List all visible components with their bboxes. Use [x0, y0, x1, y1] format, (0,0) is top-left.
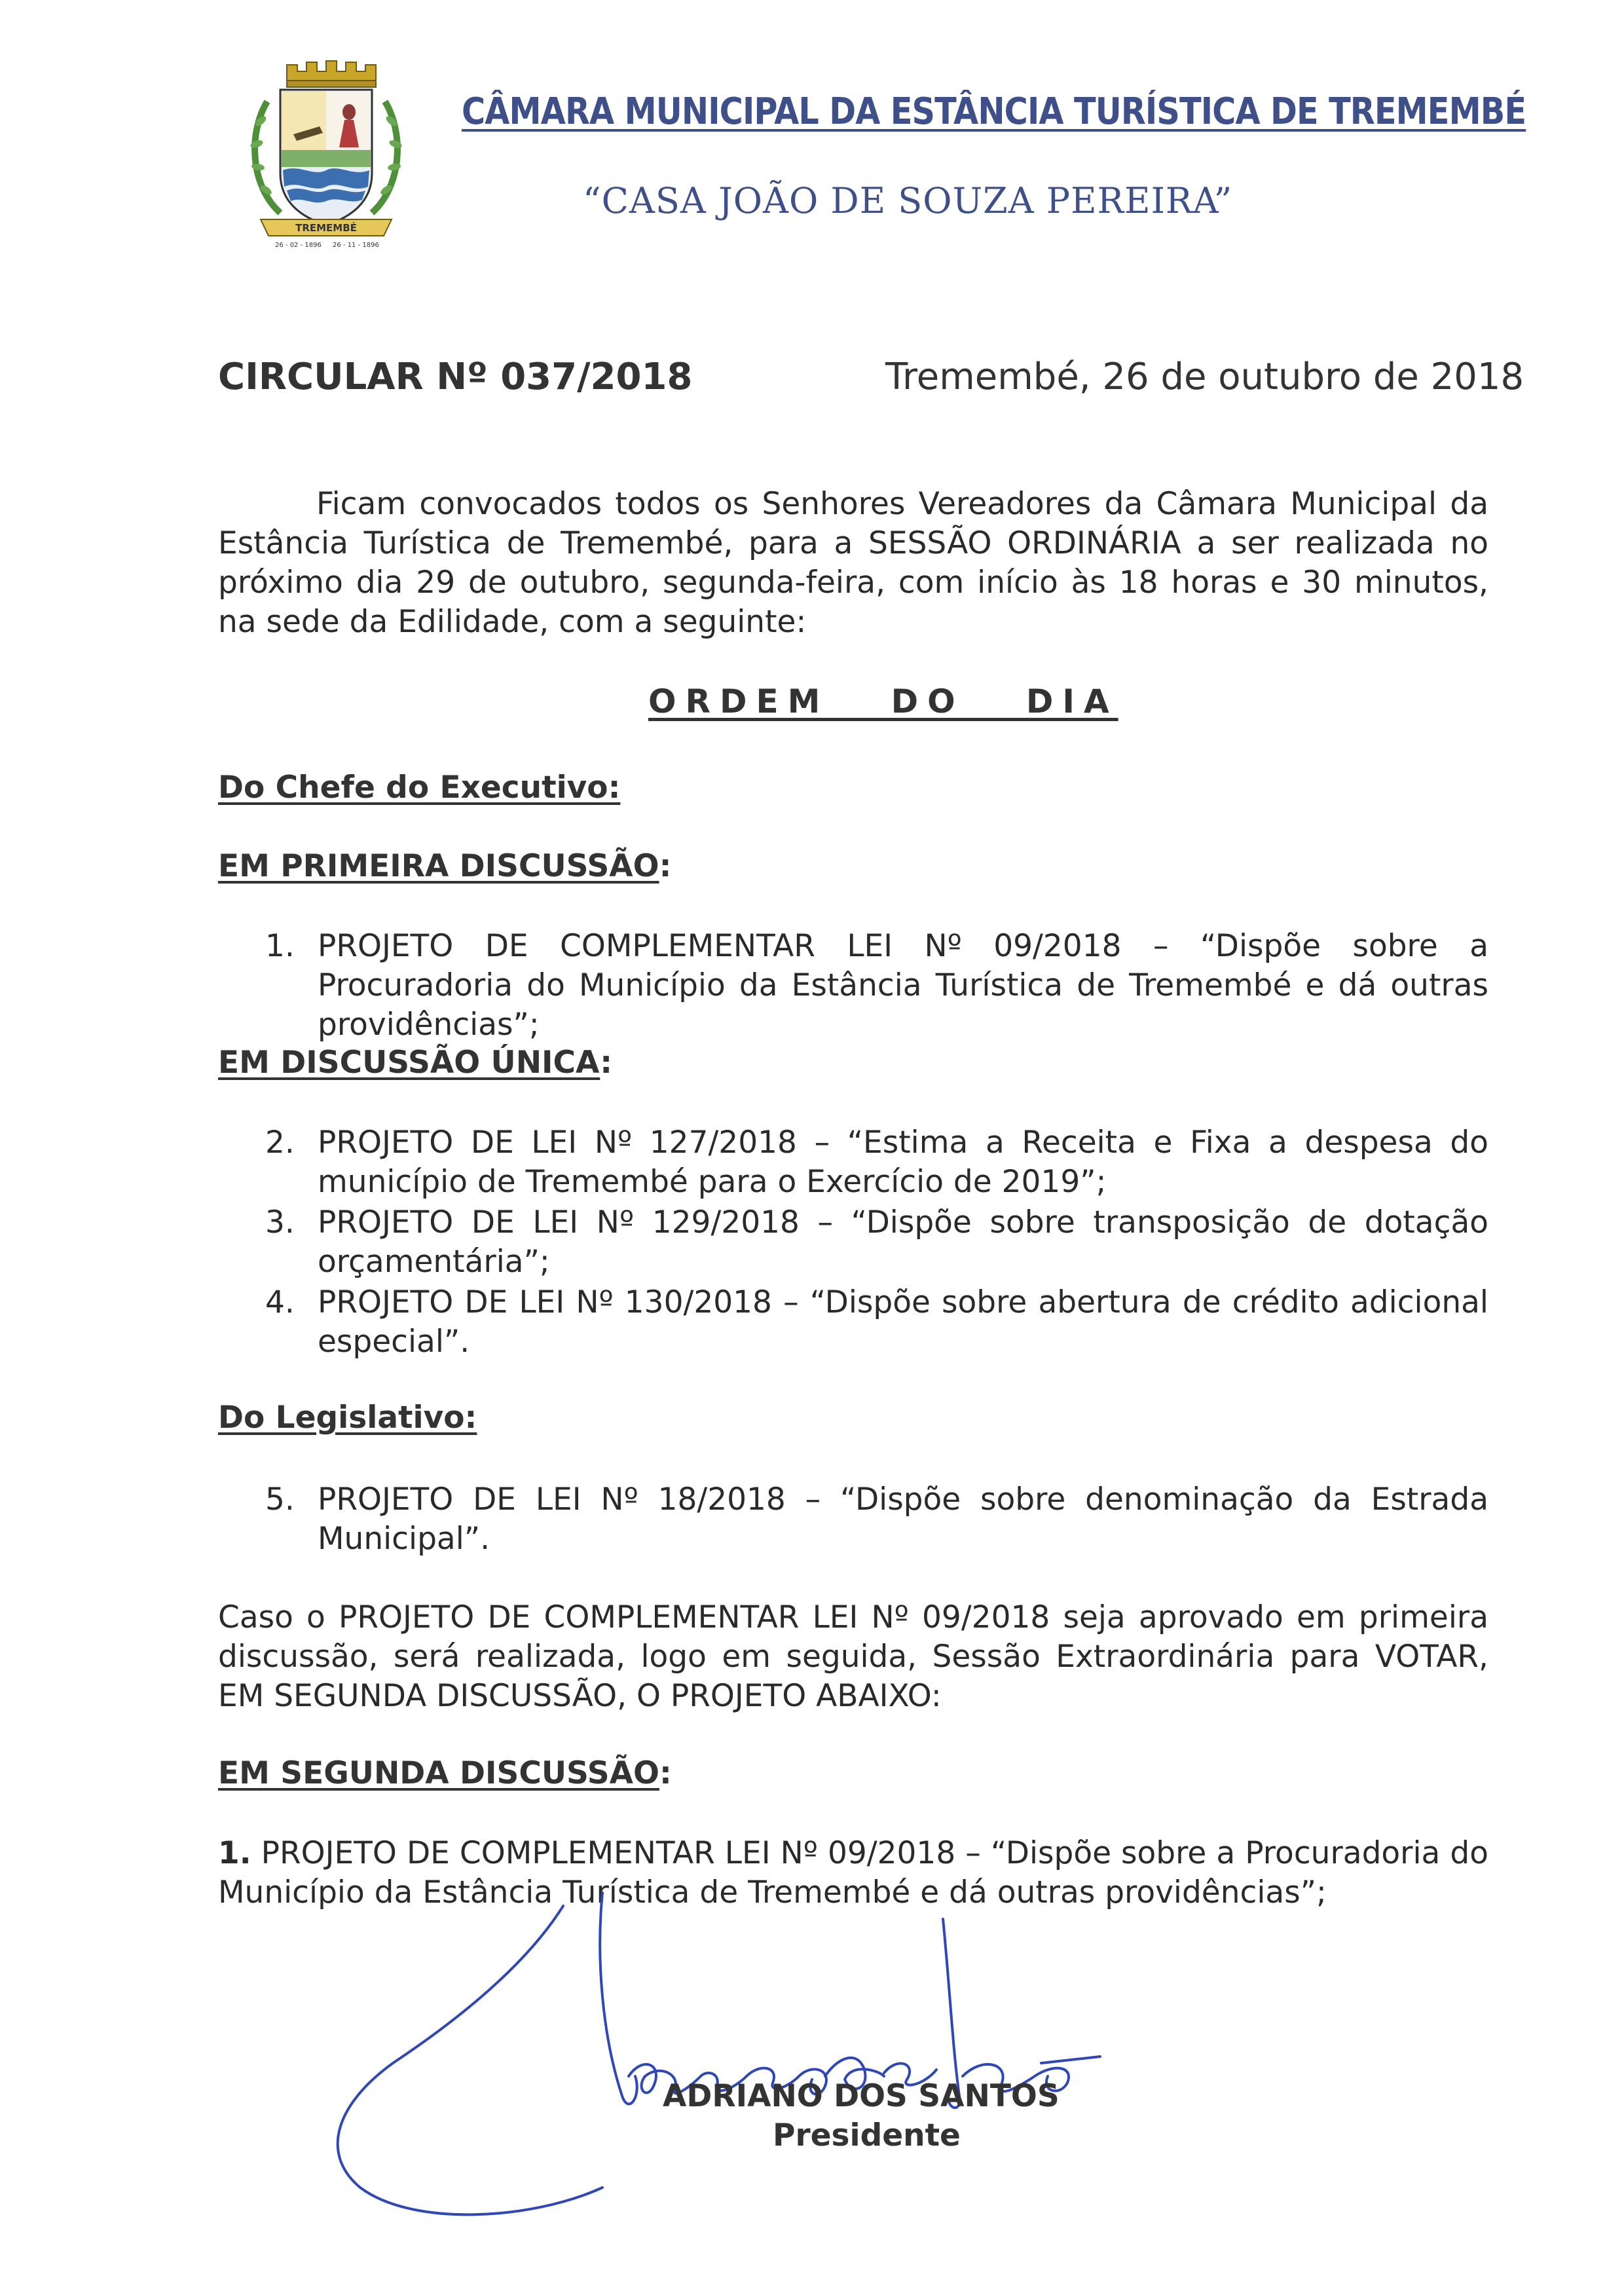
municipal-coat-of-arms-logo [234, 56, 418, 252]
closing-paragraph: Caso o PROJETO DE COMPLEMENTAR LEI Nº 09/2018 seja aprovado em primeira discussão, será realizada, logo em seguida, Sessão Extraordinária para VOTAR, EM SEGUNDA DISCUSSÃO, O PROJETO ABAIXO: [218, 1599, 1488, 1714]
list-item [265, 927, 1488, 1045]
section-legislativo: Do Legislativo: [218, 1400, 477, 1436]
list-item-text: PROJETO DE LEI Nº 130/2018 – “Dispõe sobre abertura de crédito adicional especial”. [318, 1284, 1488, 1360]
second-item-number: 1. [218, 1835, 251, 1871]
signatory-name: ADRIANO DOS SANTOS [663, 2078, 1060, 2114]
crest-date-right: 26 - 11 - 1896 [333, 242, 379, 249]
list-item-text: PROJETO DE LEI Nº 18/2018 – “Dispõe sobre denominação da Estrada Municipal”. [318, 1482, 1488, 1557]
list-item [265, 1203, 1488, 1282]
circular-number: CIRCULAR Nº 037/2018 [218, 356, 693, 398]
list-item-number: 3. [265, 1204, 295, 1240]
institution-title: CÂMARA MUNICIPAL DA ESTÂNCIA TURÍSTICA DE TREMEMBÉ [462, 90, 1526, 133]
list-item-text: PROJETO DE LEI Nº 127/2018 – “Estima a Receita e Fixa a despesa do município de Tremembé para o Exercício de 2019”; [318, 1125, 1488, 1200]
list-item [265, 1283, 1488, 1362]
list-item-number: 5. [265, 1482, 295, 1518]
section-primeira-label: EM PRIMEIRA DISCUSSÃO [218, 848, 659, 884]
section-unica-label: EM DISCUSSÃO ÚNICA [218, 1045, 600, 1081]
crest-date-left: 26 - 02 - 1896 [275, 242, 322, 249]
crest-scroll-text: TREMEMBÉ [295, 222, 357, 234]
ordem-do-dia-heading: ORDEM DO DIA [648, 682, 1118, 720]
section-segunda-discussao: EM SEGUNDA DISCUSSÃO: [218, 1755, 672, 1791]
second-item-text: PROJETO DE COMPLEMENTAR LEI Nº 09/2018 – “Dispõe sobre a Procuradoria do Município da Estância Turística de Tremembé e dá outras providências”; [218, 1835, 1488, 1911]
list-item [265, 1123, 1488, 1202]
signatory-role: Presidente [773, 2117, 961, 2153]
list-item-text: PROJETO DE COMPLEMENTAR LEI Nº 09/2018 – “Dispõe sobre a Procuradoria do Município da Estância Turística de Tremembé e dá outras providências”; [318, 928, 1488, 1043]
list-item-number: 4. [265, 1284, 295, 1320]
section-primeira-discussao: EM PRIMEIRA DISCUSSÃO: [218, 848, 672, 884]
circular-date: Tremembé, 26 de outubro de 2018 [885, 356, 1524, 398]
section-discussao-unica: EM DISCUSSÃO ÚNICA: [218, 1045, 613, 1081]
intro-paragraph: Ficam convocados todos os Senhores Vereadores da Câmara Municipal da Estância Turística de Tremembé, para a SESSÃO ORDINÁRIA a ser realizada no próximo dia 29 de outubro, segunda-feira, com início às 18 horas e 30 minutos, na sede da Edilidade, com a seguinte: [218, 486, 1488, 640]
list-item-text: PROJETO DE LEI Nº 129/2018 – “Dispõe sobre transposição de dotação orçamentária”; [318, 1204, 1488, 1280]
handwritten-signature [314, 1880, 1166, 2246]
section-executivo: Do Chefe do Executivo: [218, 770, 621, 806]
section-segunda-label: EM SEGUNDA DISCUSSÃO [218, 1755, 659, 1791]
list-item-number: 2. [265, 1125, 295, 1161]
institution-subtitle: “CASA JOÃO DE SOUZA PEREIRA” [583, 180, 1233, 221]
list-item-number: 1. [265, 928, 295, 964]
list-item [265, 1480, 1488, 1559]
